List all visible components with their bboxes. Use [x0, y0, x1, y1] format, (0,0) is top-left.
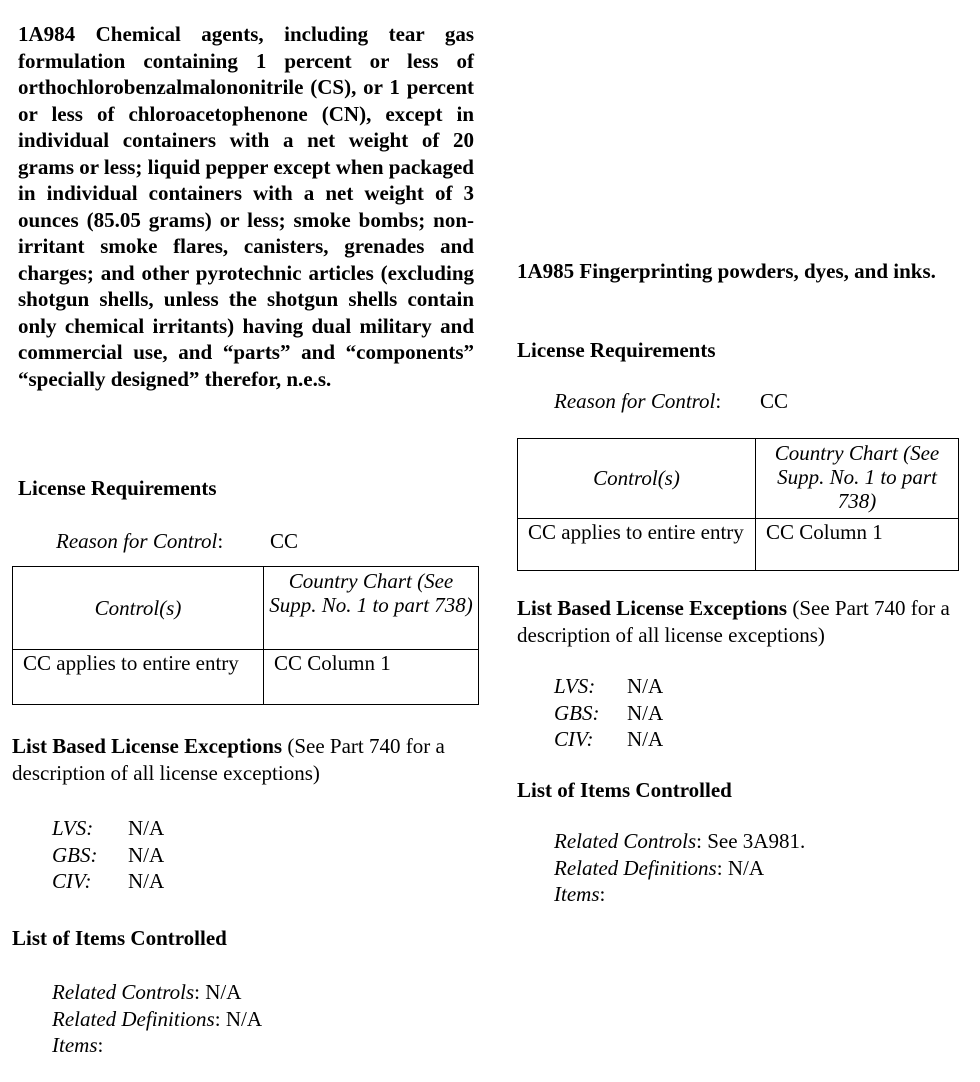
entry-heading: 1A985 Fingerprinting powders, dyes, and inks.	[517, 259, 936, 283]
entry-heading: 1A984 Chemical agents, including tear gas formulation containing 1 percent or less of orthochlorobenzalmalononitrile (CS), or 1 percent or less of chloroacetophenone (CN), except in individual containers with a net weight of 20 grams or less; liquid pepper except when packaged in individual containers with a net weight of 3 ounces (85.05 grams) or less; smoke bombs; non-irritant smoke flares, canisters, grenades and charges; and other pyrotechnic articles (excluding shotgun shells, unless the shotgun shells contain only chemical irritants) having dual military and commercial use, and “parts” and “components” “specially designed” therefor, n.e.s.	[18, 22, 474, 391]
related-controls-label: Related Controls	[554, 829, 697, 853]
exception-key: GBS:	[554, 700, 600, 725]
exception-lvs	[554, 673, 664, 700]
items-controlled-block	[52, 979, 262, 1059]
cell-country-chart: CC Column 1	[264, 650, 479, 705]
exception-civ	[52, 868, 165, 895]
exceptions-list	[554, 673, 664, 753]
exception-key: CIV:	[554, 727, 594, 751]
reason-for-control	[56, 528, 299, 555]
reason-value: CC	[760, 389, 789, 413]
exception-key: CIV:	[52, 869, 92, 893]
related-controls-value: : N/A	[194, 980, 242, 1004]
related-controls	[52, 979, 262, 1006]
reason-label: Reason for Control	[554, 389, 716, 413]
reason-sep: :	[217, 529, 224, 553]
related-definitions-value: : N/A	[214, 1006, 262, 1031]
related-definitions-label: Related Definitions	[52, 1006, 215, 1031]
related-controls	[554, 828, 805, 855]
related-definitions-label: Related Definitions	[554, 855, 717, 880]
exception-value: N/A	[128, 869, 165, 893]
items	[554, 881, 805, 908]
items-controlled-title: List of Items Controlled	[12, 926, 227, 950]
reason-label: Reason for Control	[56, 529, 218, 553]
exception-gbs	[52, 842, 165, 869]
exception-value: N/A	[627, 700, 664, 725]
table-header-row	[13, 567, 479, 650]
related-definitions	[52, 1006, 262, 1033]
items-controlled-block	[554, 828, 805, 908]
control-table	[517, 438, 959, 571]
exception-civ	[554, 726, 664, 753]
exception-key: GBS:	[52, 842, 98, 867]
items	[52, 1032, 262, 1059]
header-controls: Control(s)	[13, 567, 264, 650]
license-exceptions-title: List Based License Exceptions	[517, 596, 788, 620]
control-table	[12, 566, 479, 705]
exception-value: N/A	[128, 816, 165, 840]
cell-controls: CC applies to entire entry	[518, 519, 756, 571]
table-row	[13, 650, 479, 705]
exception-value: N/A	[128, 842, 165, 867]
items-label: Items	[554, 882, 600, 906]
license-requirements-title: License Requirements	[18, 476, 217, 500]
related-controls-label: Related Controls	[52, 980, 195, 1004]
license-exceptions-note: (See Part 740 for a description of all license exceptions)	[517, 596, 950, 647]
exception-lvs	[52, 815, 165, 842]
related-definitions	[554, 855, 805, 882]
header-controls: Control(s)	[518, 439, 756, 519]
header-country-chart: Country Chart (See Supp. No. 1 to part 738)	[264, 567, 479, 650]
reason-sep: :	[715, 389, 722, 413]
license-requirements-title: License Requirements	[517, 338, 716, 362]
reason-for-control	[554, 388, 789, 415]
items-value: :	[97, 1033, 104, 1057]
license-exceptions-intro	[517, 595, 959, 648]
reason-value: CC	[270, 529, 299, 553]
license-exceptions-intro	[12, 733, 478, 786]
related-definitions-value: : N/A	[716, 855, 764, 880]
table-row	[518, 519, 959, 571]
exception-value: N/A	[627, 674, 664, 698]
cell-country-chart: CC Column 1	[756, 519, 959, 571]
exception-key: LVS:	[554, 674, 596, 698]
items-value: :	[599, 882, 606, 906]
cell-controls: CC applies to entire entry	[13, 650, 264, 705]
exceptions-list	[52, 815, 165, 895]
exception-key: LVS:	[52, 816, 94, 840]
table-header-row	[518, 439, 959, 519]
license-exceptions-note: (See Part 740 for a description of all license exceptions)	[12, 734, 445, 785]
exception-value: N/A	[627, 727, 664, 751]
license-exceptions-title: List Based License Exceptions	[12, 734, 283, 758]
header-country-chart: Country Chart (See Supp. No. 1 to part 738)	[756, 439, 959, 519]
items-controlled-title: List of Items Controlled	[517, 778, 732, 802]
items-label: Items	[52, 1033, 98, 1057]
related-controls-value: : See 3A981.	[696, 829, 806, 853]
exception-gbs	[554, 700, 664, 727]
